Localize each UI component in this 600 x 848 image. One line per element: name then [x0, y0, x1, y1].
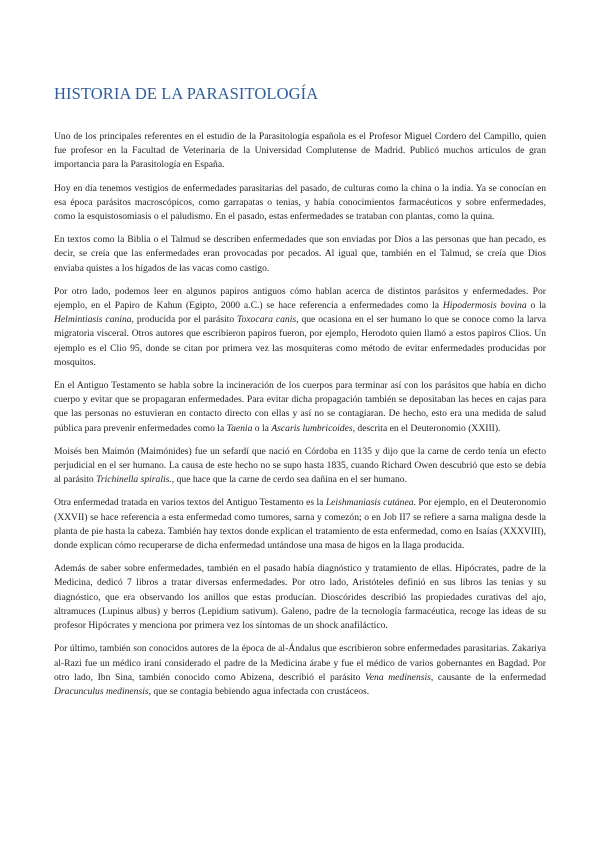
species-name: Trichinella spiralis.	[96, 474, 172, 486]
paragraph-text: , producida por el parásito	[131, 314, 238, 326]
paragraph-maimonides	[54, 445, 546, 488]
paragraph-text: , descrita en el Deuteronomio (XXIII).	[352, 422, 501, 434]
paragraph-papiros	[54, 285, 546, 370]
paragraph-text: Moisés ben Maimón (Maimónides) fue un sefardí que nació en Córdoba en 1135 y dijo que la carne de cerdo tenía un efecto perjudicial en el ser humano. La causa de este hecho no se supo hasta 1835, cuando Richard Owen descubrió que esto se debía al parásito	[54, 445, 546, 486]
paragraph-text: , que hace que la carne de cerdo sea dañina en el ser humano.	[171, 474, 407, 486]
paragraph-text: o la	[526, 300, 546, 312]
species-name: Helmintiasis canina	[54, 314, 132, 326]
paragraph-text: Otra enfermedad tratada en varios textos del Antiguo Testamento es la	[54, 497, 326, 509]
paragraph-text: Por último, también son conocidos autores de la época de al-Ándalus que escribieron sobre enfermedades parasitarias. Zakariya al-Razi fue un médico iraní considerado el padre de la Medicina árabe y fue el médico de varios gobernantes en Bagdad. Por otro lado, Ibn Sina, también conocido como Abizena, describió el parásito	[54, 643, 546, 683]
paragraph-text: En el Antiguo Testamento se habla sobre la incineración de los cuerpos para terminar así con los parásitos que había en dicho cuerpo y evitar que se propagaran enfermedades. Para evitar dicha propagación también se depositaban las heces en cajas para que las personas no estuvieran en contacto directo con ellas y así no se contagiaran. De hecho, esto era una medida de salud pública para prevenir enfermedades como la	[54, 380, 546, 434]
paragraph-al-andalus	[54, 642, 546, 699]
paragraph-text: Uno de los principales referentes en el estudio de la Parasitología española es el Profesor Miguel Cordero del Campillo, quien fue profesor en la Facultad de Veterinaria de la Universidad Complutense de Madrid. Publicó muchos artículos de gran importancia para la Parasitología en España.	[54, 131, 546, 171]
paragraph-leishmaniasis	[54, 496, 546, 553]
paragraph-text: Hoy en día tenemos vestigios de enfermedades parasitarias del pasado, de culturas como la china o la india. Ya se conocían en esa época parásitos macroscópicos, como garrapatas o tenias, y había conocimientos farmacéuticos y sobre enfermedades, como la esquistosomiasis o el paludismo. En el pasado, estas enfermedades se trataban con plantas, como la quina.	[54, 182, 546, 223]
species-name: Ascaris lumbricoides	[271, 422, 353, 434]
paragraph-antiguo-testamento	[54, 379, 546, 436]
paragraph-text: , que ocasiona en el ser humano lo que se conoce como la larva migratoria visceral. Otros autores que escribieron papiros fueron, por ejemplo, Herodoto quien llamó a estos papiros Clios. Un ejemplo es el Clio 95, donde se citan por primera vez las mosquiteras como método de evitar enfermedades producidas por mosquitos.	[54, 314, 546, 368]
document-title: HISTORIA DE LA PARASITOLOGÍA	[54, 84, 319, 103]
species-name: Leishmaniasis cutánea	[325, 497, 414, 509]
species-name: Hipodermosis bovina	[442, 300, 527, 312]
species-name: Toxocara canis	[237, 314, 297, 326]
paragraph-text: , que se contagia bebiendo agua infectada con crustáceos.	[148, 685, 370, 697]
paragraph-text: En textos como la Biblia o el Talmud se describen enfermedades que son enviadas por Dios a las personas que han pecado, es decir, se creía que las enfermedades eran provocadas por pecados. Al igual que, también en el Talmud, se creía que Dios enviaba quistes a los hígados de las vacas como castigo.	[54, 234, 546, 274]
paragraph-text: Por otro lado, podemos leer en algunos papiros antiguos cómo hablan acerca de distintos parásitos y enfermedades. Por ejemplo, en el Papiro de Kahun (Egipto, 2000 a.C.) se hace referencia a enfermedades como la	[54, 285, 546, 312]
paragraph-diagnostico	[54, 562, 546, 633]
species-name: Vena medinensis	[364, 671, 431, 683]
paragraph-text: . Por ejemplo, en el Deuteronomio (XXVII) se hace referencia a esta enfermedad como tumores, sarna y comezón; o en Job II7 se refiere a sarna maligna desde la planta de pie hasta la cabeza. También hay textos donde explican el tratamiento de esta enfermedad, como en Isaías (XXXVIII), donde explican cómo recuperarse de dicha enfermedad untándose una masa de higos en la llaga producida.	[54, 497, 546, 552]
species-name: Taenia	[226, 422, 253, 434]
paragraph-text: , causante de la enfermedad	[430, 671, 546, 683]
species-name: Dracunculus medinensis	[54, 685, 149, 697]
paragraph-vestigios	[54, 182, 546, 225]
paragraph-text: Además de saber sobre enfermedades, también en el pasado había diagnóstico y tratamiento de ellas. Hipócrates, padre de la Medicina, dedicó 7 libros a tratar diversas enfermedades. Por otro lado, Aristóteles definió en sus libros las tenias y su diagnóstico, que era observando los anillos que estas producían. Dioscórides describió las propiedades curativas del ajo, altramuces (Lupinus albus) y berros (Lepidium sativum). Galeno, padre de la tecnología farmacéutica, recoge las ideas de su profesor Hipócrates y menciona por primera vez los síntomas de un shock anafiláctico.	[54, 563, 546, 632]
paragraph-text: o la	[252, 422, 272, 434]
paragraph-cordero	[54, 130, 546, 173]
paragraph-biblia-talmud	[54, 233, 546, 276]
